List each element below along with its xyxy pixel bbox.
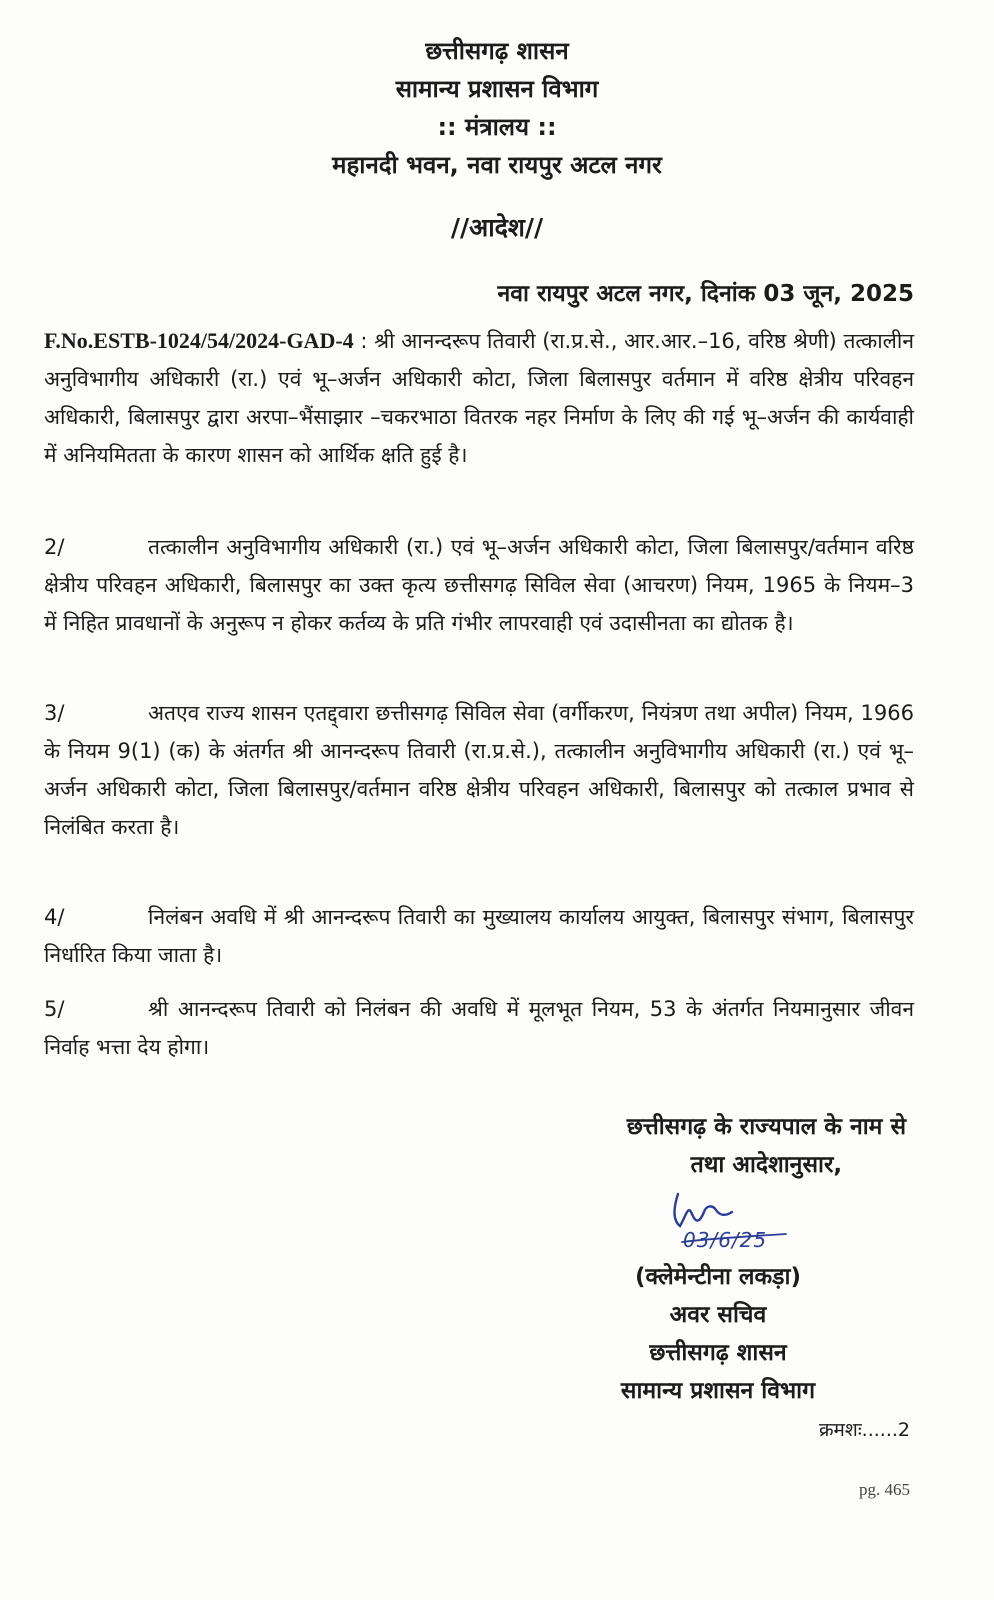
paragraph-5-number: 5/ (44, 997, 65, 1021)
signature-date: 03/6/25 (683, 1228, 768, 1252)
signing-authority-line-2: तथा आदेशानुसार, (690, 1152, 843, 1178)
paragraph-4-text: निलंबन अवधि में श्री आनन्दरूप तिवारी का मुख्यालय कार्यालय आयुक्त, बिलासपुर संभाग, बिलासपुर निर्धारित किया जाता है। (44, 905, 914, 967)
page-number: pg. 465 (859, 1480, 910, 1499)
signatory-government: छत्तीसगढ़ शासन (649, 1340, 787, 1366)
paragraph-3-number: 3/ (44, 701, 65, 725)
paragraph-1-text: : श्री आनन्दरूप तिवारी (रा.प्र.से., आर.आर.–16, वरिष्ठ श्रेणी) तत्कालीन अनुविभागीय अधिकारी (रा.) एवं भू–अर्जन अधिकारी कोटा, जिला बिलासपुर वर्तमान में वरिष्ठ क्षेत्रीय परिवहन अधिकारी, बिलासपुर द्वारा अरपा–भैंसाझार –चकरभाठा वितरक नहर निर्माण के लिए की गई भू–अर्जन की कार्यवाही में अनियमितता के कारण शासन को आर्थिक क्षति हुई है। (44, 329, 914, 467)
order-date-line: नवा रायपुर अटल नगर, दिनांक 03 जून, 2025 (497, 281, 914, 307)
letterhead-government: छत्तीसगढ़ शासन (425, 37, 569, 65)
letterhead-ministry: :: मंत्रालय :: (437, 113, 557, 141)
paragraph-4-number: 4/ (44, 905, 65, 929)
paragraph-2-text: तत्कालीन अनुविभागीय अधिकारी (रा.) एवं भू–अर्जन अधिकारी कोटा, जिला बिलासपुर/वर्तमान वरिष्ठ क्षेत्रीय परिवहन अधिकारी, बिलासपुर का उक्त कृत्य छत्तीसगढ़ सिविल सेवा (आचरण) नियम, 1965 के नियम–3 में निहित प्रावधानों के अनुरूप न होकर कर्तव्य के प्रति गंभीर लापरवाही एवं उदासीनता का द्योतक है। (44, 535, 914, 635)
letterhead (0, 32, 994, 184)
paragraph-2-number: 2/ (44, 535, 65, 559)
file-number: F.No.ESTB-1024/54/2024-GAD-4 (44, 328, 354, 353)
signing-authority-line-1: छत्तीसगढ़ के राज्यपाल के नाम से (626, 1114, 906, 1140)
letterhead-address: महानदी भवन, नवा रायपुर अटल नगर (332, 151, 662, 179)
signatory-designation: अवर सचिव (669, 1302, 767, 1328)
order-title: //आदेश// (450, 213, 544, 242)
signatory-name: (क्लेमेन्टीना लकड़ा) (635, 1264, 801, 1290)
continuation-note: क्रमशः......2 (818, 1419, 910, 1441)
paragraph-5-text: श्री आनन्दरूप तिवारी को निलंबन की अवधि में मूलभूत नियम, 53 के अंतर्गत नियमानुसार जीवन निर्वाह भत्ता देय होगा। (44, 997, 914, 1059)
paragraph-2 (44, 528, 914, 642)
paragraph-3-text: अतएव राज्य शासन एतद्द्वारा छत्तीसगढ़ सिविल सेवा (वर्गीकरण, नियंत्रण तथा अपील) नियम, 1966 के नियम 9(1) (क) के अंतर्गत श्री आनन्दरूप तिवारी (रा.प्र.से.), तत्कालीन अनुविभागीय अधिकारी (रा.) एवं भू–अर्जन अधिकारी कोटा, जिला बिलासपुर/वर्तमान वरिष्ठ क्षेत्रीय परिवहन अधिकारी, बिलासपुर को तत्काल प्रभाव से निलंबित करता है। (44, 701, 914, 839)
signing-authority (627, 1108, 906, 1184)
paragraph-4 (44, 898, 914, 974)
handwritten-signature (666, 1186, 796, 1266)
signatory-department: सामान्य प्रशासन विभाग (620, 1378, 816, 1404)
paragraph-1 (44, 322, 914, 474)
paragraph-5 (44, 990, 914, 1066)
paragraph-3 (44, 694, 914, 846)
letterhead-department: सामान्य प्रशासन विभाग (395, 75, 599, 103)
